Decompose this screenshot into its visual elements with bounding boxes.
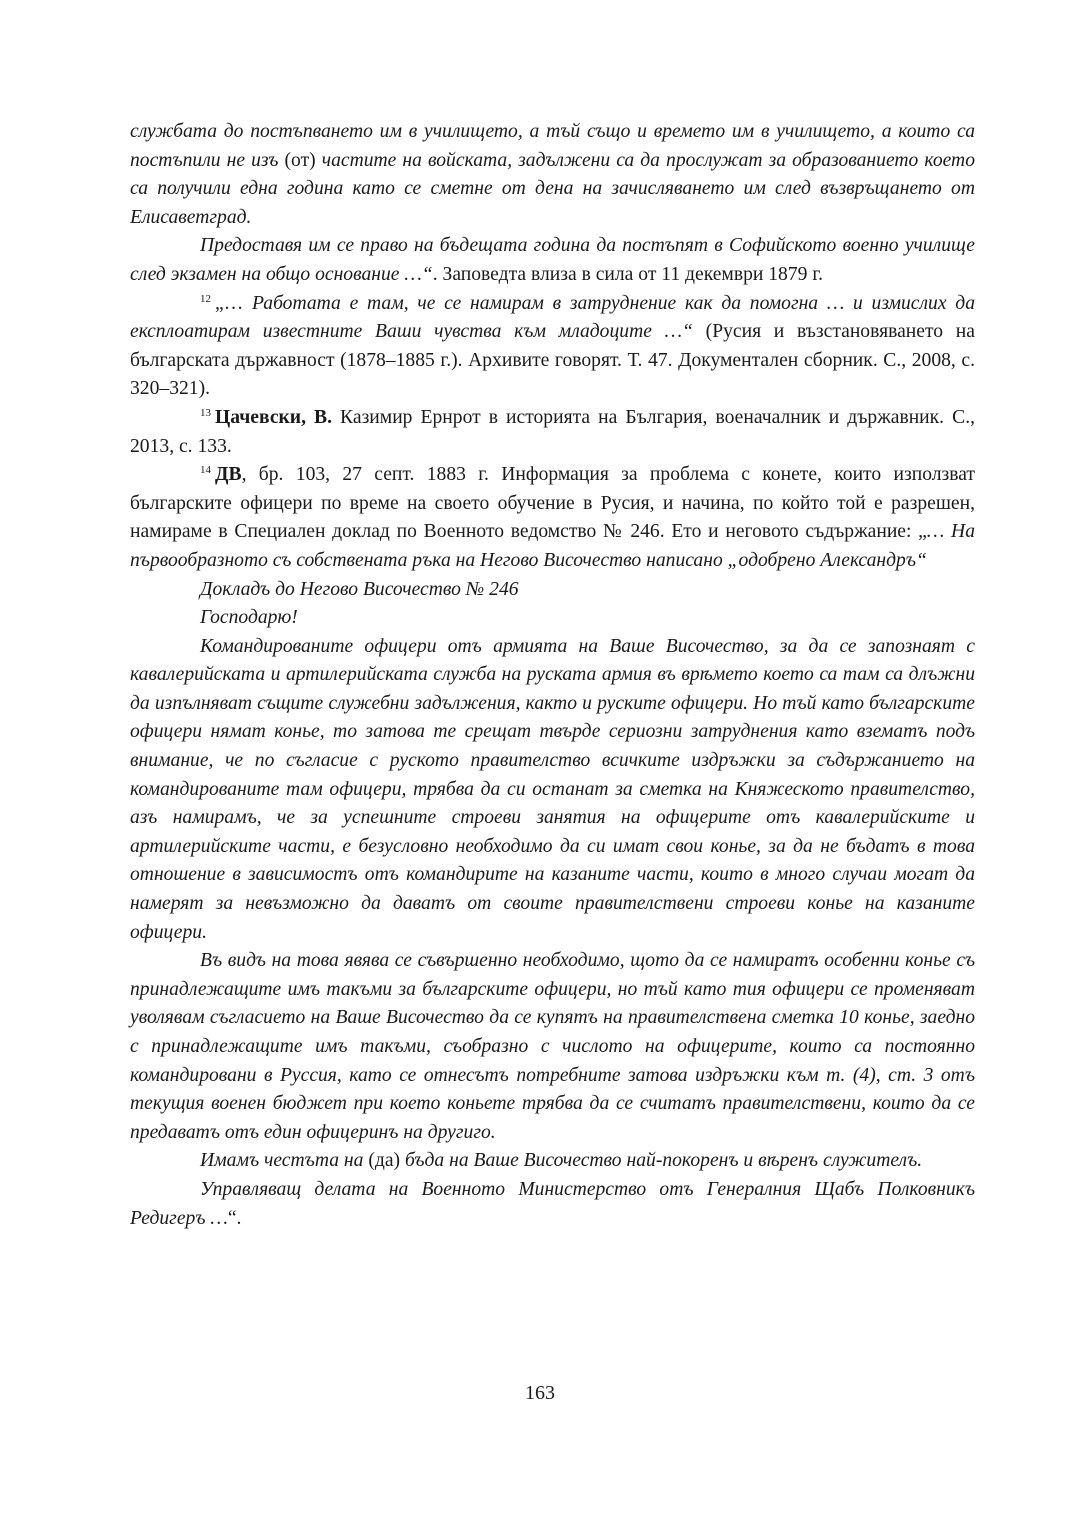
report-paragraph-1: Командированите офицери отъ армията на Ваше Височество, за да се запознаят с кавалерийската и артилерийската служба на руската армия въ врѣмето което са там са длъжни да изпълняват същите служебни задължения, както и руските офицери. Но тъй като българските офицери нямат коньe, то затова те срещат твърде сериозни затруднения като взематъ подъ внимание, че по съгласие с руското правителство всичките издръжки за съдържанието на командированите там офицери, трябва да си останат за сметка на Княжеското правителство, азъ намирамъ, че за успешните строеви занятия на офицерите отъ кавалерийските и артилерийските части, е безусловно необходимо да си имат свои коньe, за да не бъдатъ в това отношение в зависимостъ отъ командирите на казаните части, които в много случаи могат да намерят за невъзможно да даватъ от своите правителствени строеви коньe на казаните офицери.: [130, 635, 975, 943]
text-roman: . Заповедта влиза в сила от 11 декември 1879 г.: [432, 263, 824, 285]
report-closing: [130, 1147, 975, 1176]
text-italic: бъда на Ваше Височество най-покоренъ и вѣренъ служителъ.: [404, 1150, 923, 1172]
text-roman: (да): [363, 1150, 405, 1172]
footnote-number: 14: [200, 464, 211, 477]
footnote-number: 12: [200, 292, 211, 305]
report-salutation: Господарю!: [200, 607, 298, 629]
paragraph-continuation: [130, 118, 975, 232]
text-roman: (от): [278, 149, 322, 171]
footnote-source: ДВ: [215, 464, 242, 486]
text-italic: Предоставя им се право на бъдещата година да постъпят в Софийското военно училище след экзамен на общо основание …“: [130, 235, 975, 285]
footnote-14: [130, 461, 975, 575]
footnote-author: Цачевски, В.: [215, 406, 333, 428]
footnote-13: [130, 404, 975, 461]
text-italic: службата до постъпването им в училището, а тъй също и времето им в училището, а които са постъпили не изъ: [130, 121, 975, 171]
text-roman: „…: [215, 292, 253, 314]
page-number: 163: [525, 1382, 555, 1404]
report-signature: [130, 1176, 975, 1233]
text-italic: Имамъ честъта на: [200, 1150, 364, 1172]
text-roman: (Русия и възстановяването на българската държавност (1878–1885 г.). Архивите говорят. Т. 47. Документален сборник. С., 2008, с. 320–321).: [130, 321, 975, 400]
report-title: Докладъ до Негово Височество № 246: [200, 578, 519, 600]
text-italic: Работата е там, че се намирам в затруднение как да помогна … и измислих да експлоатирам известните Ваши чувства към младоците …“: [130, 292, 975, 343]
footnote-12: [130, 290, 975, 404]
page-body: [130, 118, 975, 1233]
text-italic: частите на войската, задължени са да прослужат за образованието което са получили една година като се сметне от дена на зачисляването им след възвръщането от Елисаветград.: [130, 149, 975, 228]
text-italic: … На първообразното съ собствената ръка на Негово Височество написано „одобрено Александръ“: [130, 521, 975, 571]
text-roman: “.: [227, 1207, 242, 1229]
footnote-number: 13: [200, 406, 211, 419]
text-roman: , бр. 103, 27 септ. 1883 г. Информация за проблема с конете, които използват българските офицери по време на своето обучение в Русия, и начина, по който той е разрешен, намираме в Специален доклад по Военното ведомство № 246. Ето и неговото съдържание: „: [130, 464, 975, 543]
paragraph-order-quote: [130, 232, 975, 289]
report-paragraph-2: Въ видъ на това явява се съвършенно необходимо, щото да се намиратъ особенни коньe съ принадлежащите имъ такъми за българските офицери, но тъй като тия офицери се променяват уволявам съгласието на Ваше Височество да се купятъ на правителствена сметка 10 коньe, заедно с принадлежащите имъ такъми, съобразно с числото на офицерите, които са постоянно командировани в Руссия, като се отнесътъ потребните затова издръжки към т. (4), ст. 3 отъ текущия военен бюджет при което коньете трябва да се считатъ правителствени, които да се предаватъ отъ един офицеринъ на другиго.: [130, 950, 975, 1143]
text-italic: Управляващ делата на Военното Министерство отъ Генералния Щабъ Полковникъ Редигеръ …: [130, 1178, 975, 1229]
text-roman: Казимир Ернрот в историята на България, военачалник и държавник. С., 2013, с. 133.: [130, 406, 975, 457]
